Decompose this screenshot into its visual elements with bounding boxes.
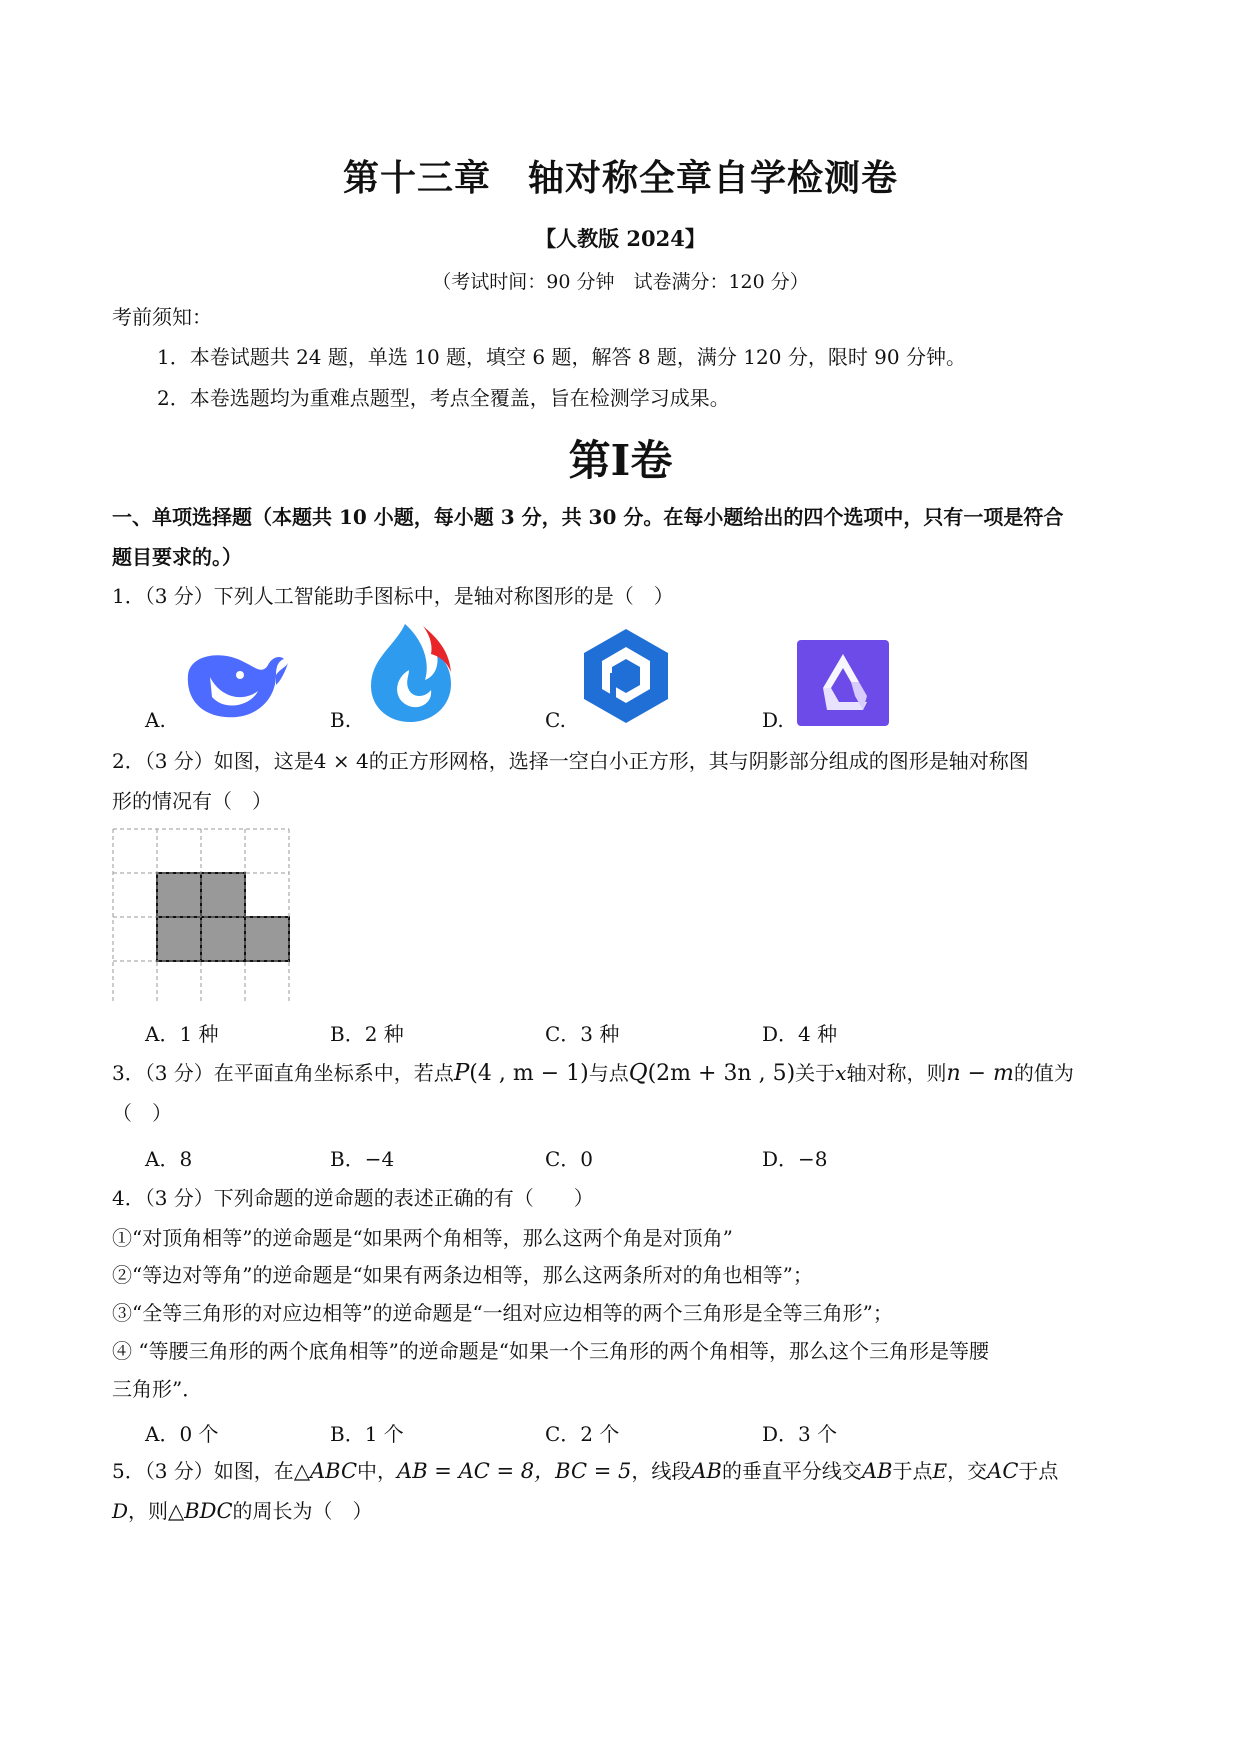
question-2-stem: 2．（3 分）如图，这是4 × 4的正方形网格，选择一空白小正方形，其与阴影部分组成的图形是轴对称图 xyxy=(112,749,1029,773)
q3-axis: x xyxy=(835,1061,847,1085)
q4-item-4-cont: 三角形”． xyxy=(112,1377,203,1401)
q3-option-b[interactable]: B．−4 xyxy=(330,1147,395,1171)
q4-item-4: ④ “等腰三角形的两个底角相等”的逆命题是“如果一个三角形的两个角相等，那么这个三角形是等腰 xyxy=(112,1339,990,1363)
cube-logo-icon xyxy=(580,625,672,725)
question-2-stem-cont: 形的情况有（ ） xyxy=(112,789,272,813)
edition-label: 【人教版 2024】 xyxy=(535,226,706,251)
q4-item-1: ①“对顶角相等”的逆命题是“如果两个角相等，那么这两个角是对顶角” xyxy=(112,1226,733,1250)
question-3-stem-cont: （ ） xyxy=(112,1101,172,1125)
flame-logo-icon xyxy=(365,620,455,725)
q5-text: 的垂直平分线交 xyxy=(721,1459,862,1483)
q4-option-d[interactable]: D．3 个 xyxy=(762,1422,838,1446)
question-3-stem xyxy=(112,1060,1074,1087)
q5-equation-1: AB = AC = 8， xyxy=(397,1459,556,1483)
q3-text: 与点 xyxy=(588,1061,629,1085)
q3-point-p: P xyxy=(453,1060,470,1086)
q5-segment: AC xyxy=(987,1459,1019,1483)
shaded-cell xyxy=(157,917,201,961)
q3-expr: n − m xyxy=(946,1061,1014,1086)
q4-option-b[interactable]: B．1 个 xyxy=(330,1422,404,1446)
question-5-stem xyxy=(112,1458,1058,1484)
question-4-stem: 4．（3 分）下列命题的逆命题的表述正确的有（ ） xyxy=(112,1186,594,1210)
q5-equation-2: BC = 5 xyxy=(555,1459,632,1483)
square-grid-figure xyxy=(112,828,292,1004)
volume-title: 第Ⅰ卷 xyxy=(568,436,673,485)
q3-text: 3．（3 分）在平面直角坐标系中，若点 xyxy=(112,1061,454,1085)
q5-point-e: E xyxy=(932,1459,948,1483)
q5-text: 中， xyxy=(357,1459,398,1483)
whale-logo-icon xyxy=(180,645,290,725)
knot-logo-icon xyxy=(797,640,889,726)
q1-option-c[interactable]: C. xyxy=(545,708,566,732)
q5-text: 的周长为（ ） xyxy=(232,1499,373,1523)
q5-text: ，线段 xyxy=(631,1459,692,1483)
q3-text: 关于 xyxy=(795,1061,836,1085)
page-title: 第十三章 轴对称全章自学检测卷 xyxy=(342,158,898,199)
shaded-cell xyxy=(201,873,245,917)
exam-info: （考试时间：90 分钟 试卷满分：120 分） xyxy=(432,271,809,293)
q3-option-a[interactable]: A．8 xyxy=(145,1147,193,1171)
q5-text: 于点 xyxy=(892,1459,933,1483)
q3-text: 轴对称，则 xyxy=(846,1061,947,1085)
notice-heading: 考前须知： xyxy=(112,305,212,329)
notice-item-1: 1．本卷试题共 24 题，单选 10 题，填空 6 题，解答 8 题，满分 120 分，限时 90 分钟。 xyxy=(157,345,966,369)
q5-text: 5．（3 分）如图，在 xyxy=(112,1459,294,1483)
q5-segment: AB xyxy=(691,1459,722,1483)
q5-triangle-bdc: △BDC xyxy=(168,1499,233,1523)
q5-text: ，则 xyxy=(128,1499,169,1523)
q1-option-b[interactable]: B. xyxy=(330,708,352,732)
shaded-cell xyxy=(201,917,245,961)
question-5-stem-cont xyxy=(112,1498,373,1524)
q5-point-d: D xyxy=(112,1499,129,1523)
q3-q-coords: (2m + 3n , 5) xyxy=(647,1061,796,1086)
q5-triangle-abc: △ABC xyxy=(293,1459,358,1483)
q2-option-d[interactable]: D．4 种 xyxy=(762,1022,838,1046)
q5-segment: AB xyxy=(861,1459,893,1483)
q4-option-a[interactable]: A．0 个 xyxy=(145,1422,219,1446)
q2-option-c[interactable]: C．3 种 xyxy=(545,1022,620,1046)
q3-text: 的值为 xyxy=(1013,1061,1074,1085)
q4-item-3: ③“全等三角形的对应边相等”的逆命题是“一组对应边相等的两个三角形是全等三角形”； xyxy=(112,1301,893,1325)
q5-text: 于点 xyxy=(1018,1459,1059,1483)
q1-option-d[interactable]: D. xyxy=(762,708,784,732)
notice-item-2: 2．本卷选题均为重难点题型，考点全覆盖，旨在检测学习成果。 xyxy=(157,386,730,410)
q1-option-a[interactable]: A. xyxy=(145,708,166,732)
section-heading: 一、单项选择题（本题共 10 小题，每小题 3 分，共 30 分。在每小题给出的四个选项中，只有一项是符合 xyxy=(112,505,1064,529)
q3-point-q: Q xyxy=(628,1060,648,1086)
shaded-cell xyxy=(245,917,289,961)
q3-option-c[interactable]: C．0 xyxy=(545,1147,594,1171)
q4-item-2: ②“等边对等角”的逆命题是“如果有两条边相等，那么这两条所对的角也相等”； xyxy=(112,1263,813,1287)
section-heading-cont: 题目要求的。） xyxy=(112,545,242,569)
q4-option-c[interactable]: C．2 个 xyxy=(545,1422,620,1446)
q3-p-coords: (4 , m − 1) xyxy=(469,1061,589,1086)
q3-option-d[interactable]: D．−8 xyxy=(762,1147,828,1171)
q2-option-a[interactable]: A．1 种 xyxy=(145,1022,219,1046)
q5-text: ，交 xyxy=(947,1459,988,1483)
question-1-stem: 1．（3 分）下列人工智能助手图标中，是轴对称图形的是（ ） xyxy=(112,584,674,608)
q2-option-b[interactable]: B．2 种 xyxy=(330,1022,404,1046)
shaded-cell xyxy=(157,873,201,917)
